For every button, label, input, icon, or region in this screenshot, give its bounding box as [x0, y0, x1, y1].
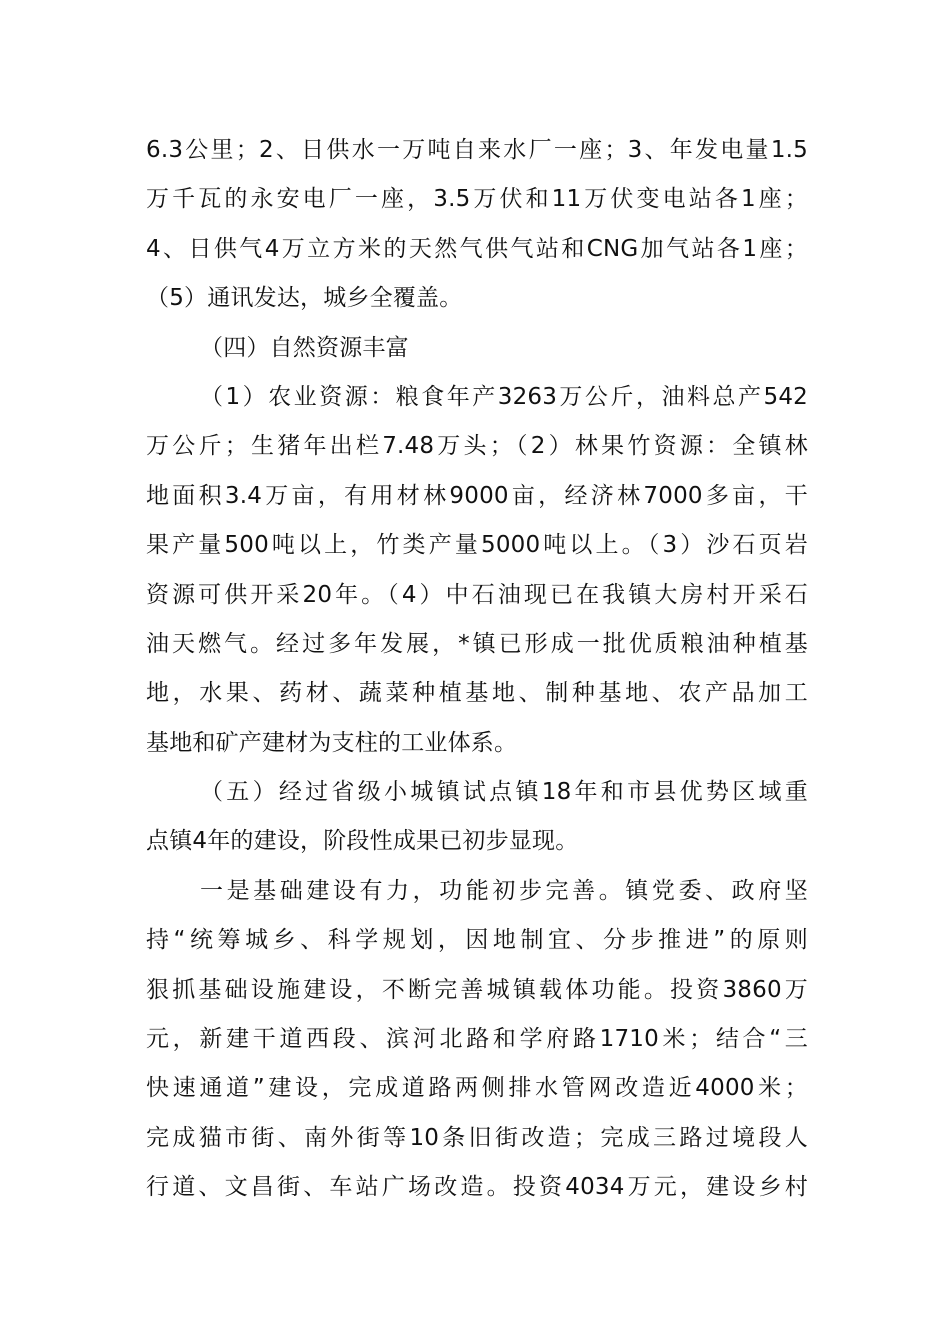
text-line: （5）通讯发达，城乡全覆盖。: [146, 285, 463, 312]
text-line: （1）农业资源：粮食年产3263万公斤，油料总产542: [200, 383, 808, 410]
text-line: 6.3公里；2、日供水一万吨自来水厂一座；3、年发电量1.5: [146, 137, 808, 163]
text-line: 基地和矿产建材为支柱的工业体系。: [146, 729, 518, 756]
text-line: 地，水果、药材、蔬菜种植基地、制种基地、农产品加工: [146, 680, 808, 707]
text-line: 完成猫市街、南外街等10条旧街改造；完成三路过境段人: [146, 1124, 808, 1151]
text-line: （四）自然资源丰富: [200, 334, 409, 361]
document-body: [146, 126, 808, 1213]
text-line: 一是基础建设有力，功能初步完善。镇党委、政府坚: [200, 877, 808, 904]
text-line: 行道、文昌街、车站广场改造。投资4034万元，建设乡村: [146, 1174, 808, 1201]
text-line: 元，新建干道西段、滨河北路和学府路1710米；结合“三: [146, 1026, 808, 1053]
text-line: 快速通道”建设，完成道路两侧排水管网改造近4000米；: [146, 1075, 808, 1102]
text-line: 资源可供开采20年。（4）中石油现已在我镇大房村开采石: [146, 581, 808, 608]
text-line: 持“统筹城乡、科学规划，因地制宜、分步推进”的原则: [146, 927, 808, 954]
text-line: 果产量500吨以上，竹类产量5000吨以上。（3）沙石页岩: [146, 532, 808, 559]
text-line: （五）经过省级小城镇试点镇18年和市县优势区域重: [200, 779, 808, 806]
text-line: 油天燃气。经过多年发展，*镇已形成一批优质粮油种植基: [146, 630, 808, 657]
text-line: 万公斤；生猪年出栏7.48万头；（2）林果竹资源：全镇林: [146, 433, 808, 460]
text-line: 万千瓦的永安电厂一座，3.5万伏和11万伏变电站各1座；: [146, 186, 808, 213]
text-line: 点镇4年的建设，阶段性成果已初步显现。: [146, 828, 579, 855]
text-line: 4、日供气4万立方米的天然气供气站和CNG加气站各1座；: [146, 235, 808, 262]
text-line: 狠抓基础设施建设，不断完善城镇载体功能。投资3860万: [146, 976, 808, 1003]
text-line: 地面积3.4万亩，有用材林9000亩，经济林7000多亩，干: [146, 482, 808, 509]
